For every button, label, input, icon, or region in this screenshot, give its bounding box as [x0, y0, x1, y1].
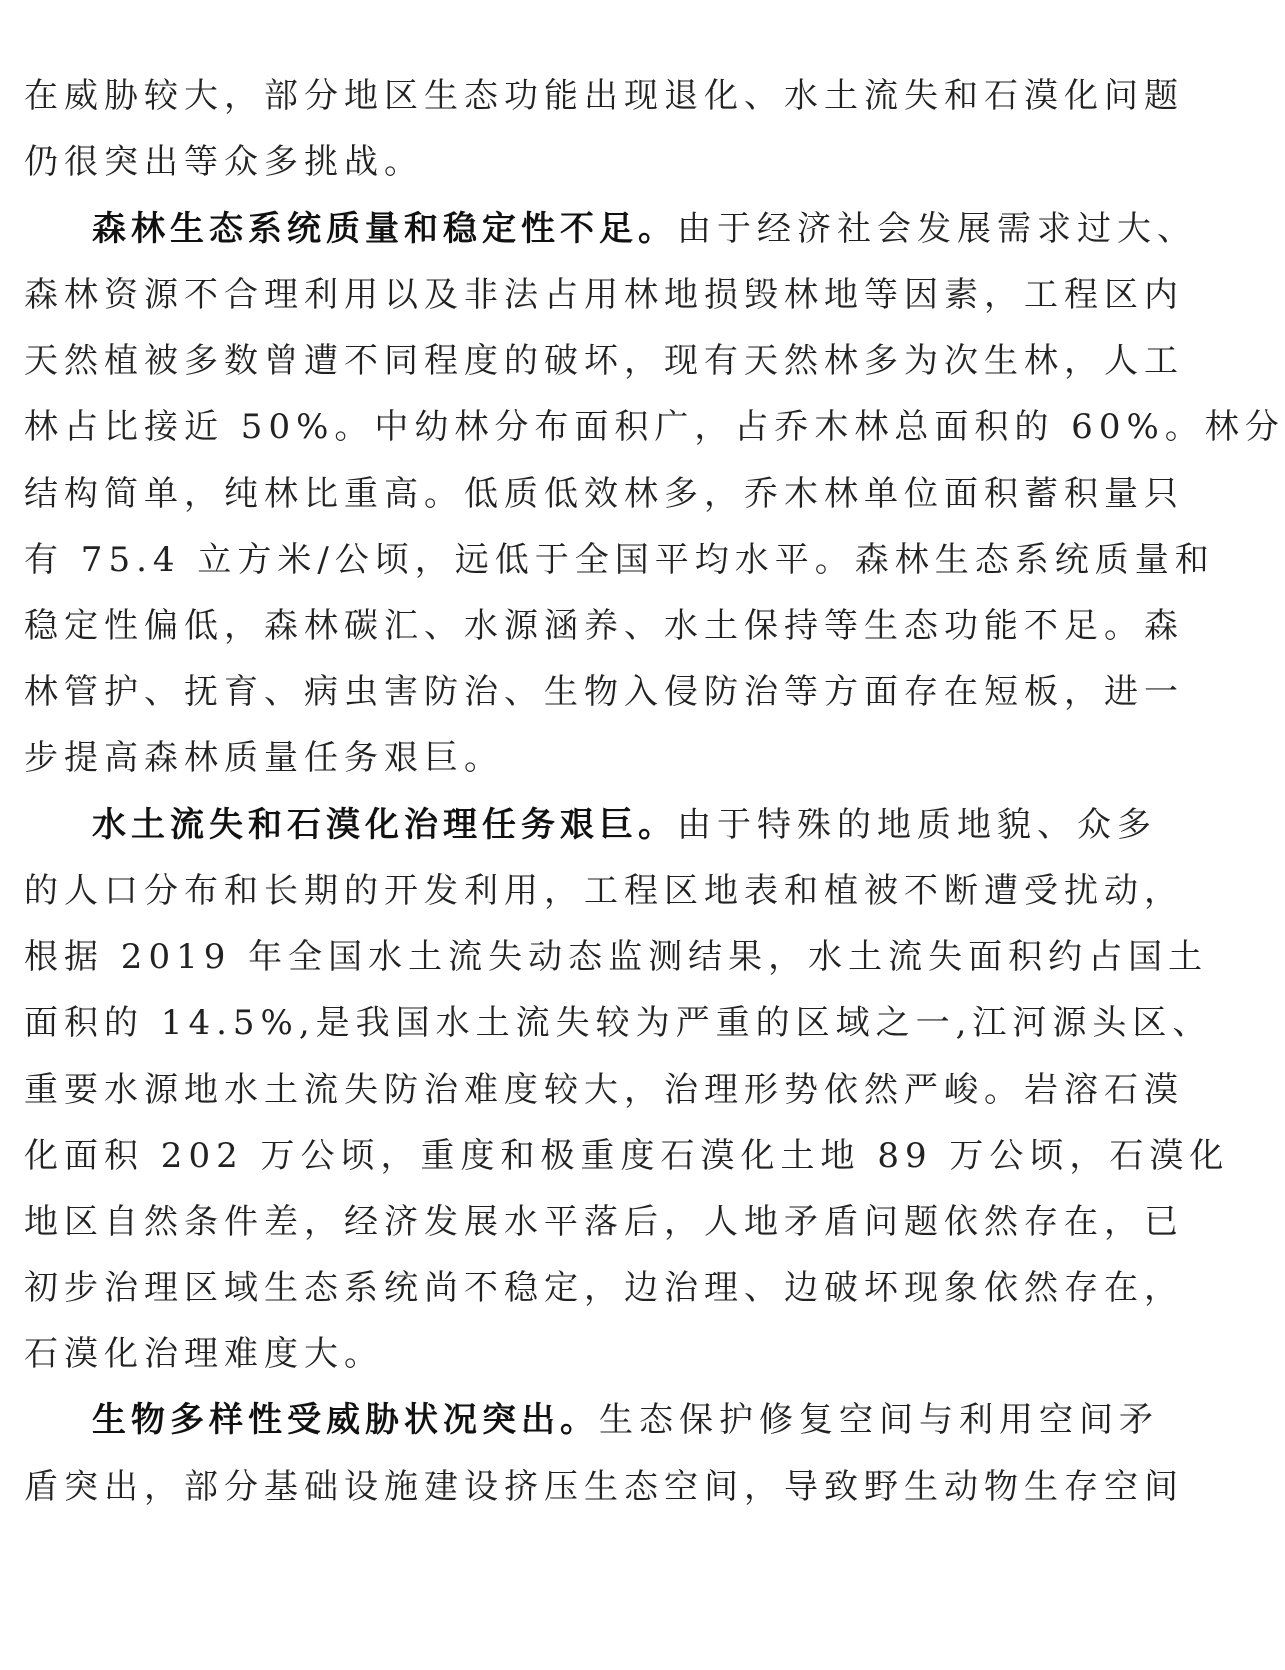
paragraph-line: 天然植被多数曾遭不同程度的破坏，现有天然林多为次生林，人工 [24, 341, 1184, 381]
section-1-first-line [92, 207, 1197, 251]
section-1-heading: 森林生态系统质量和稳定性不足。 [92, 209, 677, 249]
paragraph-line: 初步治理区域生态系统尚不稳定，边治理、边破坏现象依然存在， [24, 1268, 1184, 1308]
paragraph-line: 盾突出，部分基础设施建设挤压生态空间，导致野生动物生存空间 [24, 1467, 1184, 1507]
paragraph-line: 石漠化治理难度大。 [24, 1334, 384, 1374]
paragraph-line: 地区自然条件差，经济发展水平落后，人地矛盾问题依然存在，已 [24, 1202, 1184, 1242]
paragraph-line: 的人口分布和长期的开发利用，工程区地表和植被不断遭受扰动， [24, 871, 1184, 911]
paragraph-line: 结构简单，纯林比重高。低质低效林多，乔木林单位面积蓄积量只 [24, 474, 1184, 514]
paragraph-line: 林占比接近 50%。中幼林分布面积广，占乔木林总面积的 60%。林分 [24, 407, 1285, 447]
section-3-heading: 生物多样性受威胁状况突出。 [92, 1400, 599, 1440]
section-2-first-line-text: 由于特殊的地质地貌、众多 [677, 805, 1157, 845]
section-3-first-line-text: 生态保护修复空间与利用空间矛 [599, 1400, 1159, 1440]
section-1-first-line-text: 由于经济社会发展需求过大、 [677, 209, 1197, 249]
paragraph-line: 步提高森林质量任务艰巨。 [24, 738, 504, 778]
paragraph-line: 化面积 202 万公顷，重度和极重度石漠化土地 89 万公顷，石漠化 [24, 1136, 1230, 1176]
paragraph-line: 林管护、抚育、病虫害防治、生物入侵防治等方面存在短板，进一 [24, 672, 1184, 712]
paragraph-line: 在威胁较大，部分地区生态功能出现退化、水土流失和石漠化问题 [24, 76, 1184, 116]
paragraph-line: 根据 2019 年全国水土流失动态监测结果，水土流失面积约占国土 [24, 937, 1209, 977]
section-3-first-line [92, 1398, 1159, 1442]
section-2-heading: 水土流失和石漠化治理任务艰巨。 [92, 805, 677, 845]
paragraph-line: 稳定性偏低，森林碳汇、水源涵养、水土保持等生态功能不足。森 [24, 606, 1184, 646]
paragraph-line: 面积的 14.5%,是我国水土流失较为严重的区域之一,江河源头区、 [24, 1003, 1213, 1043]
paragraph-line: 有 75.4 立方米/公顷，远低于全国平均水平。森林生态系统质量和 [24, 540, 1215, 580]
paragraph-line: 森林资源不合理利用以及非法占用林地损毁林地等因素，工程区内 [24, 275, 1184, 315]
section-2-first-line [92, 803, 1157, 847]
paragraph-line: 重要水源地水土流失防治难度较大，治理形势依然严峻。岩溶石漠 [24, 1070, 1184, 1110]
paragraph-line: 仍很突出等众多挑战。 [24, 142, 424, 182]
